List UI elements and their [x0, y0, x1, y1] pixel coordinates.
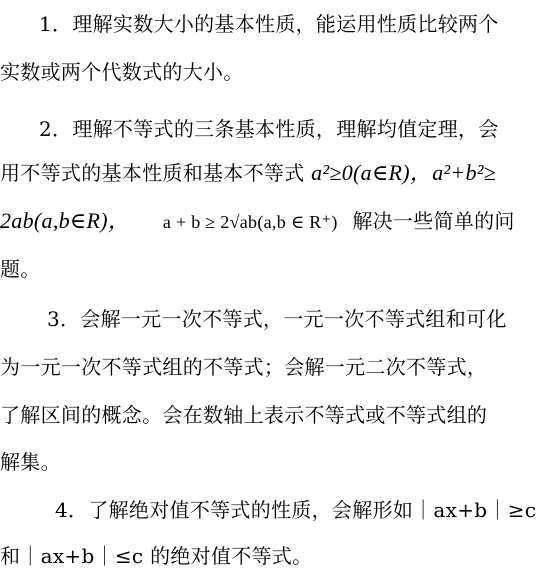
- item-2-line-2-math: a²≥0(a∈R)，a²+b²≥: [311, 160, 497, 185]
- item-3-line-3: 了解区间的概念。会在数轴上表示不等式或不等式组的: [0, 403, 488, 427]
- item-2-line-2: [0, 158, 550, 188]
- item-2-line-4: 题。: [0, 257, 41, 281]
- item-3-line-1: 3．会解一元一次不等式，一元一次不等式组和可化: [47, 307, 507, 331]
- item-2-line-2-text: 用不等式的基本性质和基本不等式: [0, 161, 305, 185]
- item-4-line-1: 4．了解绝对值不等式的性质，会解形如｜ax+b｜≥c: [55, 498, 537, 522]
- item-1-line-1: 1．理解实数大小的基本性质，能运用性质比较两个: [39, 12, 499, 36]
- item-2-line-3-math-b: a + b ≥ 2√ab(a,b ∈ R⁺): [162, 212, 338, 232]
- item-1-line-2: 实数或两个代数式的大小。: [0, 60, 244, 84]
- item-4-line-2: 和｜ax+b｜≤c 的绝对值不等式。: [0, 544, 313, 568]
- item-2-line-3-text: 解决一些简单的问: [352, 209, 515, 233]
- item-2-line-1: 2．理解不等式的三条基本性质，理解均值定理，会: [39, 117, 499, 141]
- item-3-line-2: 为一元一次不等式组的不等式；会解一元二次不等式，: [0, 355, 488, 379]
- item-3-line-4: 解集。: [0, 450, 61, 474]
- item-2-line-3: [0, 206, 550, 236]
- item-2-line-3-math-a: 2ab(a,b∈R)，: [0, 208, 131, 233]
